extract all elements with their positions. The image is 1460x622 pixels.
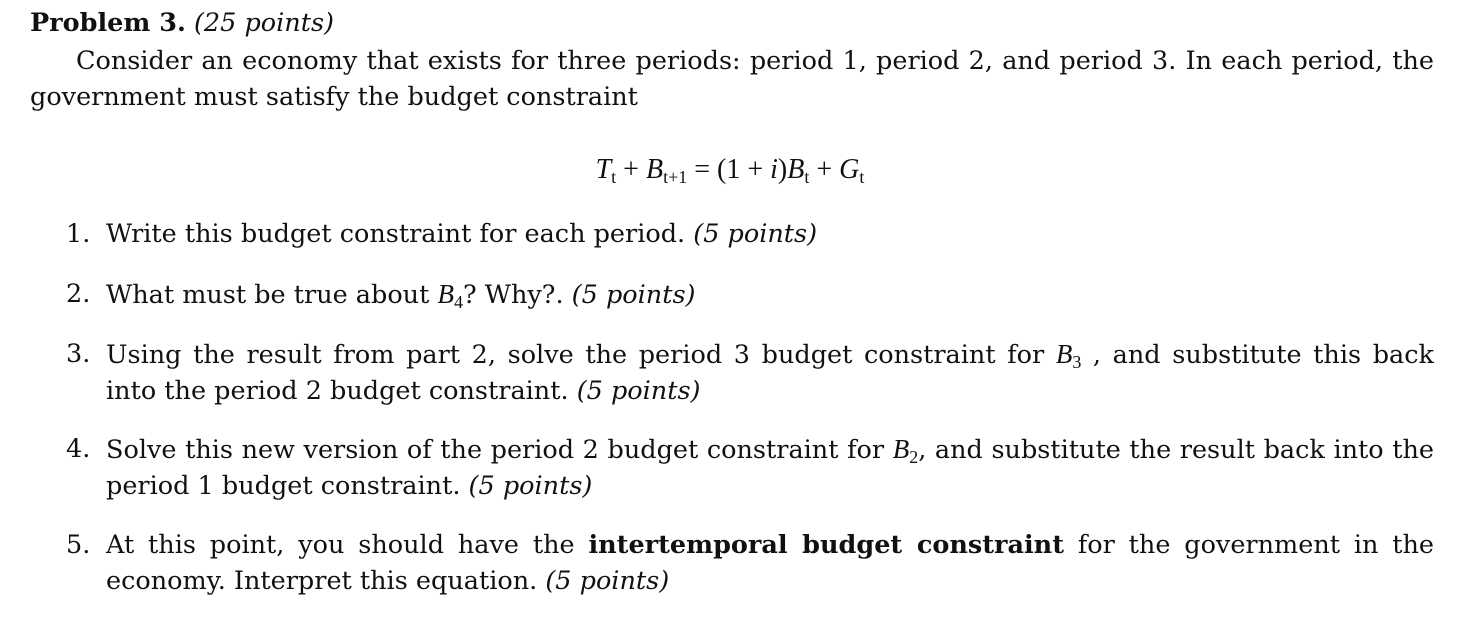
question-points: (5 points): [576, 376, 701, 406]
math-symbol: [892, 434, 919, 467]
problem-points: (25 points): [193, 8, 334, 38]
eq-B-next: B: [645, 154, 664, 185]
eq-B-next-sub: t+1: [663, 167, 688, 187]
question-item-1: [66, 216, 1434, 252]
eq-T: T: [595, 154, 612, 185]
eq-G-sub: t: [859, 167, 865, 187]
eq-rhs-open: = (1 +: [694, 154, 764, 185]
question-line-1: [106, 527, 1434, 563]
question-item-5: [66, 527, 1434, 599]
question-text-after: , and substitute this back: [1081, 340, 1434, 370]
question-text-after: , and substitute the result back into the: [918, 435, 1434, 465]
question-points: (5 points): [468, 471, 593, 501]
intro-line-1: Consider an economy that exists for three periods: period 1, period 2, and period 3. In each period, the: [76, 46, 1434, 76]
question-text-after: ? Why?.: [462, 280, 564, 310]
math-symbol-base: B: [892, 434, 910, 464]
math-symbol: [1055, 339, 1082, 372]
eq-G: G: [839, 154, 860, 185]
question-text: At this point, you should have the: [106, 530, 575, 560]
question-line-2: into the period 2 budget constraint.: [106, 376, 569, 406]
eq-T-sub: t: [611, 167, 617, 187]
question-points: (5 points): [693, 219, 818, 249]
eq-i: i: [770, 154, 778, 185]
math-symbol-sub: 2: [909, 447, 919, 467]
math-symbol-base: B: [437, 279, 454, 309]
question-number: 4.: [66, 434, 91, 464]
eq-plus-1: +: [623, 154, 639, 185]
math-symbol-sub: 3: [1072, 352, 1082, 372]
question-number: 2.: [66, 279, 91, 309]
question-text-after: for the government in the: [1077, 530, 1435, 560]
problem-title: Problem 3.: [30, 8, 186, 38]
question-text: Solve this new version of the period 2 budget constraint for: [106, 435, 885, 465]
question-line-2: period 1 budget constraint.: [106, 471, 461, 501]
problem-heading: [30, 5, 334, 41]
question-points: (5 points): [545, 566, 670, 596]
eq-rhs-close: ): [777, 154, 788, 185]
budget-constraint-equation: [0, 152, 1460, 188]
math-symbol: [437, 279, 463, 312]
eq-B-current: B: [787, 154, 805, 185]
question-line-2: economy. Interpret this equation.: [106, 566, 538, 596]
question-line-1: [106, 431, 1434, 468]
question-number: 5.: [66, 530, 91, 560]
question-text: Write this budget constraint for each period.: [106, 219, 686, 249]
question-text: What must be true about: [106, 280, 430, 310]
eq-plus-2: +: [816, 154, 833, 185]
intro-line-2: government must satisfy the budget constraint: [30, 82, 638, 112]
question-item-2: [66, 276, 1434, 313]
question-number: 1.: [66, 219, 91, 249]
problem-intro: [30, 43, 1434, 115]
question-line-1: [106, 336, 1434, 373]
question-item-4: [66, 431, 1434, 504]
math-symbol-base: B: [1055, 339, 1073, 369]
question-text: Using the result from part 2, solve the period 3 budget constraint for: [106, 340, 1045, 370]
eq-B-current-sub: t: [804, 167, 810, 187]
question-points: (5 points): [571, 280, 696, 310]
question-number: 3.: [66, 339, 91, 369]
emphasized-term: intertemporal budget constraint: [588, 530, 1064, 560]
math-symbol-sub: 4: [453, 292, 463, 312]
question-item-3: [66, 336, 1434, 409]
